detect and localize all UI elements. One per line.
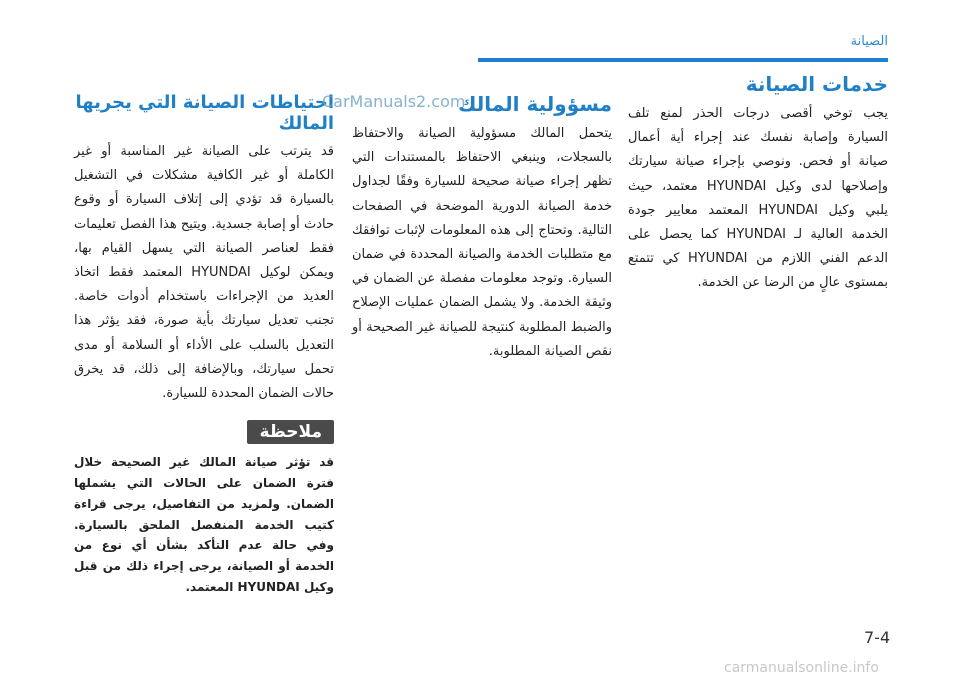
header-rule <box>478 58 888 62</box>
paragraph-owner-precautions: قد يترتب على الصيانة غير المناسبة أو غير الكاملة أو غير الكافية مشكلات في التشغيل بالسيارة قد تؤدي إلى إتلاف السيارة أو وقوع حادث أو إصابة جسدية. ويتيح هذا الفصل تعليمات فقط لعناصر الصيانة التي يسهل القيام بها، ويمكن لوكيل HYUNDAI المعتمد فقط اتخاذ العديد من الإجراءات باستخدام أدوات خاصة. تجنب تعديل سيارتك بأية صورة، فقد يؤثر هذا التعديل بالسلب على الأداء أو السلامة أو مدى تحمل سيارتك، وبالإضافة إلى ذلك، قد يخرق حالات الضمان المحددة للسيارة. <box>74 144 334 402</box>
column-services <box>628 72 888 296</box>
column-owner-responsibility <box>352 92 612 364</box>
warning-label: ملاحظة <box>247 420 334 444</box>
heading-services: خدمات الصيانة <box>745 72 888 96</box>
column-owner-precautions <box>74 92 334 598</box>
watermark-carmanuals2: CarManuals2.com <box>322 92 466 111</box>
heading-owner-precautions: احتياطات الصيانة التي يجريها المالك <box>75 92 334 134</box>
watermark-carmanualsonline: carmanualsonline.info <box>724 660 879 676</box>
page-number: 7-4 <box>864 628 891 647</box>
warning-text: قد تؤثر صيانة المالك غير الصحيحة خلال فترة الضمان على الحالات التي يشملها الضمان. ولمزيد من التفاصيل، يرجى قراءة كتيب الخدمة المنفصل الملحق بالسيارة. وفي حالة عدم التأكد بشأن أي نوع من الخدمة أو الصيانة، يرجى إجراء ذلك من قبل وكيل HYUNDAI المعتمد. <box>74 455 334 595</box>
paragraph-services: يجب توخي أقصى درجات الحذر لمنع تلف السيارة وإصابة نفسك عند إجراء أية أعمال صيانة أو فحص. ونوصي بإجراء صيانة سيارتك وإصلاحها لدى وكيل HYUNDAI معتمد، حيث يلبي وكيل HYUNDAI المعتمد معايير جودة الخدمة العالية لـ HYUNDAI كما يحصل على الدعم الفني اللازم من HYUNDAI كي تتمتع بمستوى عالٍ من الرضا عن الخدمة. <box>628 106 889 291</box>
heading-owner-responsibility: مسؤولية المالك <box>458 92 612 116</box>
header-section-title: الصيانة <box>850 34 888 49</box>
paragraph-owner-responsibility: يتحمل المالك مسؤولية الصيانة والاحتفاظ بالسجلات، وينبغي الاحتفاظ بالمستندات التي تظهر إجراء صيانة صحيحة للسيارة وفقًا لجداول خدمة الصيانة الدورية الموضحة في الصفحات التالية. وتحتاج إلى هذه المعلومات لإثبات توافقك مع متطلبات الخدمة والصيانة المحددة في ضمان السيارة. وتوجد معلومات مفصلة عن الضمان في وثيقة الخدمة. ولا يشمل الضمان عمليات الإصلاح والضبط المطلوبة كنتيجة للصيانة غير الصحيحة أو نقص الصيانة المطلوبة. <box>352 126 612 359</box>
